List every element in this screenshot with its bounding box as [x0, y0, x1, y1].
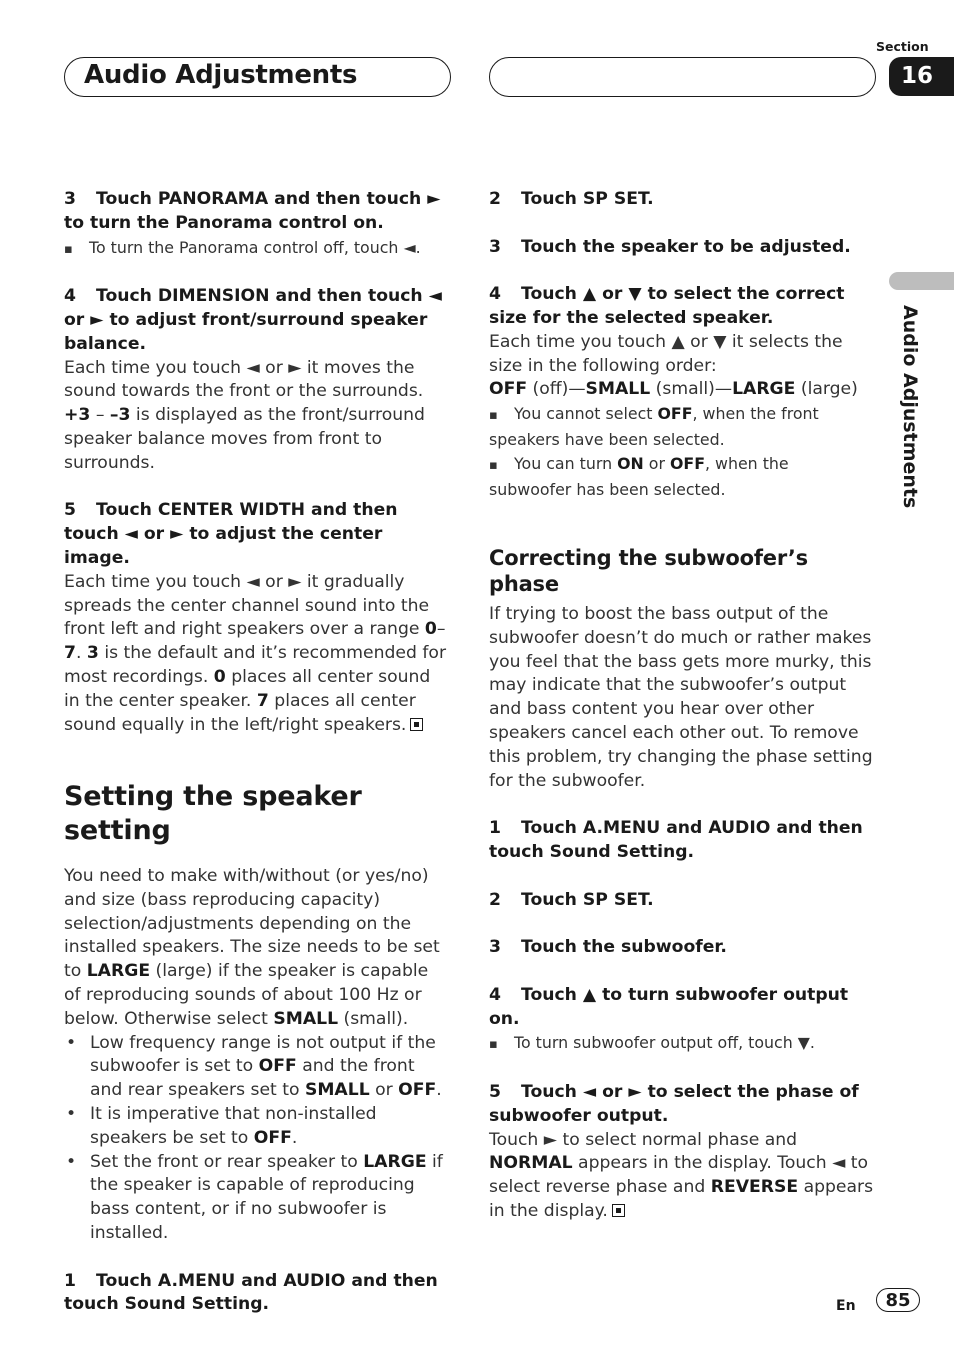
left-column — [64, 188, 450, 737]
bullet-item: • Low frequency range is not output if the subwoofer is set to OFF and the front and rear speakers set to SMALL or OFF. — [64, 1032, 450, 1103]
step-3-speaker: 3 Touch the speaker to be adjusted. — [489, 236, 851, 257]
end-mark-icon — [410, 718, 423, 731]
step-4-size-body: Each time you touch ▲ or ▼ it selects the size in the following order: — [489, 331, 843, 376]
section-number-badge: 16 — [889, 57, 954, 96]
section-label: Section — [876, 39, 929, 54]
page-number: 85 — [876, 1288, 920, 1312]
footer-language: En — [836, 1298, 856, 1314]
bullet-item: • Set the front or rear speaker to LARGE if the speaker is capable of reproducing bass content, or if no subwoofer is installed. — [64, 1151, 450, 1246]
end-mark-icon — [612, 1204, 625, 1217]
phase-step-3: 3 Touch the subwoofer. — [489, 937, 727, 958]
step-4-size: 4 Touch ▲ or ▼ to select the correct size for the selected speaker. — [489, 284, 845, 328]
bullet-item: • It is imperative that non-installed speakers be set to OFF. — [64, 1103, 450, 1151]
left-column-speaker-setting — [64, 780, 450, 1317]
step-2-sp-set: 2 Touch SP SET. — [489, 189, 654, 209]
speaker-setting-intro: You need to make with/without (or yes/no) and size (bass reproducing capacity) selection/adjustments depending on the installed speakers. The size needs to be set to LARGE (large) if the speaker is capable of reproducing sounds of about 100 Hz or below. Otherwise select SMALL (small). — [64, 866, 440, 1029]
size-note-2: ▪ You can turn ON or OFF, when the subwoofer has been selected. — [489, 452, 875, 502]
phase-intro: If trying to boost the bass output of the subwoofer doesn’t do much or rather makes you feel that the bass gets more murky, this may indicate that the subwoofer’s output and bass content you hear over other speakers cancel each other out. To remove this problem, try changing the phase setting for the subwoofer. — [489, 604, 873, 791]
page-title: Audio Adjustments — [84, 60, 358, 90]
phase-step-5: 5 Touch ◄ or ► to select the phase of subwoofer output. — [489, 1081, 859, 1126]
step-5-body: Each time you touch ◄ or ► it gradually spreads the center channel sound into the front left and right speakers over a range 0–7. 3 is the default and it’s recommended for most recordings. 0 places all center sound in the center speaker. 7 places all center sound equally in the left/right speakers. — [64, 571, 447, 735]
step-5-center-width: 5 Touch CENTER WIDTH and then touch ◄ or ► to adjust the center image. — [64, 500, 398, 568]
phase-step-4: 4 Touch ▲ to turn subwoofer output on. — [489, 984, 849, 1029]
phase-step-2: 2 Touch SP SET. — [489, 889, 654, 910]
side-tab-label: Audio Adjustments — [899, 305, 921, 509]
size-order: OFF (off)—SMALL (small)—LARGE (large) — [489, 379, 858, 400]
right-column — [489, 188, 875, 501]
step-3-panorama: 3 Touch PANORAMA and then touch ► to turn the Panorama control on. — [64, 189, 441, 233]
step-4-dimension: 4 Touch DIMENSION and then touch ◄ or ► to adjust front/surround speaker balance. — [64, 286, 442, 354]
phase-step-1: 1 Touch A.MENU and AUDIO and then touch Sound Setting. — [489, 818, 863, 862]
phase-step-5-body: Touch ► to select normal phase and NORMAL appears in the display. Touch ◄ to select reverse phase and REVERSE appears in the display. — [489, 1129, 874, 1221]
phase-step-4-note: ▪ To turn subwoofer output off, touch ▼. — [489, 1031, 875, 1057]
step-3-note: ▪ To turn the Panorama control off, touch ◄. — [64, 236, 450, 262]
header-blank-frame — [489, 57, 876, 97]
right-column-phase — [489, 545, 875, 1224]
step-1-amenu: 1 Touch A.MENU and AUDIO and then touch Sound Setting. — [64, 1270, 438, 1315]
heading-speaker-setting: Setting the speaker setting — [64, 781, 362, 846]
side-tab-marker — [889, 272, 954, 290]
step-4-body: Each time you touch ◄ or ► it moves the sound towards the front or the surrounds. +3 – –3 is displayed as the front/surround speaker balance moves from front to surrounds. — [64, 357, 425, 473]
size-note-1: ▪ You cannot select OFF, when the front speakers have been selected. — [489, 402, 875, 452]
heading-subwoofer-phase: Correcting the subwoofer’s phase — [489, 546, 808, 596]
